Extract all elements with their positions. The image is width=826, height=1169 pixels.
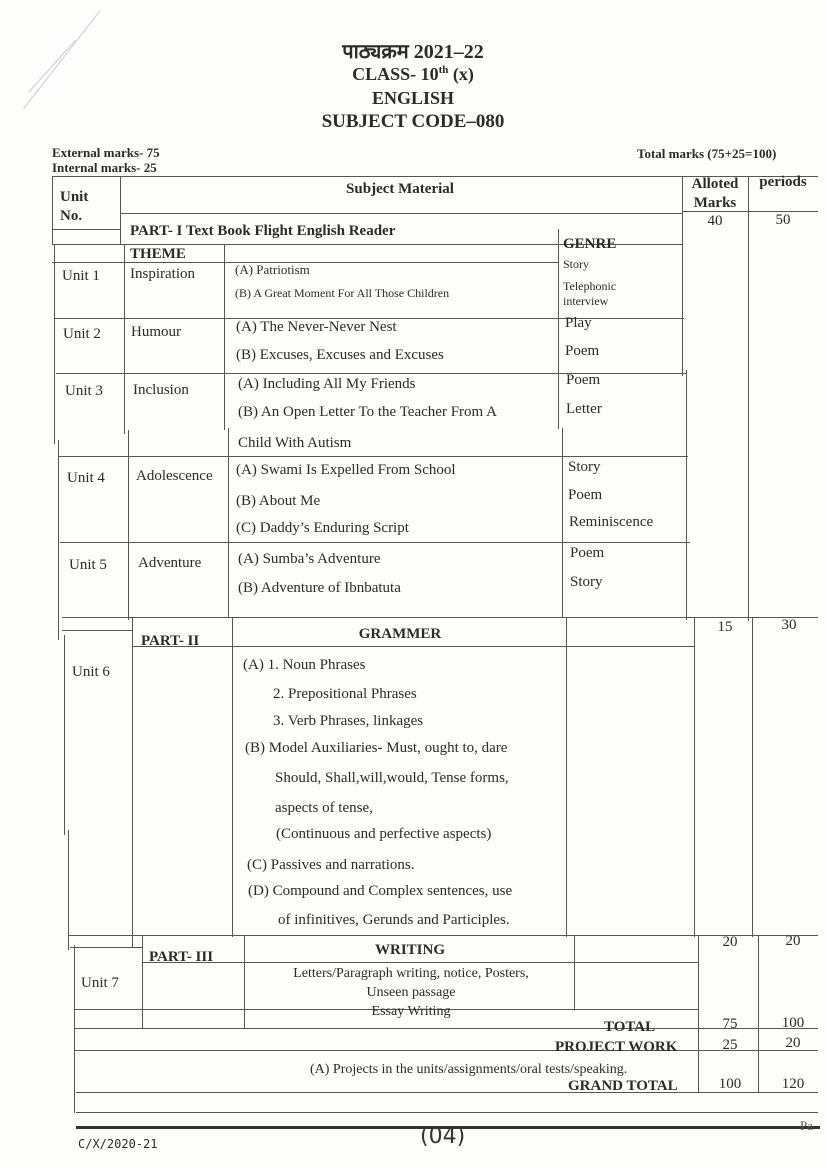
grammar-line: (A) 1. Noun Phrases bbox=[243, 657, 366, 673]
table-rule bbox=[120, 176, 121, 245]
part3-periods: 20 bbox=[785, 933, 801, 949]
unit-item: (B) A Great Moment For All Those Children bbox=[235, 286, 450, 300]
table-rule bbox=[52, 176, 53, 245]
subject-title: ENGLISH bbox=[371, 88, 455, 108]
unit-genre: Poem bbox=[570, 545, 605, 561]
class-title bbox=[0, 64, 826, 85]
table-rule bbox=[124, 244, 125, 434]
writing-line: Essay Writing bbox=[371, 1004, 451, 1019]
grammar-line: (Continuous and perfective aspects) bbox=[276, 826, 492, 842]
unit-item: (B) About Me bbox=[236, 493, 321, 509]
part1-periods: 50 bbox=[775, 212, 791, 228]
writing-line: Unseen passage bbox=[366, 985, 456, 1000]
unit-genre: Telephonic interview bbox=[563, 279, 617, 308]
table-rule bbox=[694, 617, 695, 937]
project-marks-value: 25 bbox=[722, 1037, 738, 1053]
unit-genre: Poem bbox=[565, 343, 600, 359]
unit-item: (A) Including All My Friends bbox=[238, 376, 416, 392]
part3-label: PART- III bbox=[149, 949, 214, 965]
grammar-line: (C) Passives and narrations. bbox=[247, 857, 415, 873]
part1-marks: 40 bbox=[707, 213, 723, 229]
footer-code: C/X/2020-21 bbox=[78, 1137, 158, 1151]
table-rule bbox=[558, 229, 559, 429]
unit-theme: Humour bbox=[131, 324, 181, 340]
table-rule bbox=[68, 830, 69, 950]
table-rule bbox=[132, 646, 694, 647]
total-label: TOTAL bbox=[604, 1019, 656, 1035]
table-rule bbox=[566, 617, 567, 937]
table-rule bbox=[60, 542, 690, 543]
table-rule bbox=[52, 229, 120, 230]
table-rule bbox=[64, 635, 65, 835]
table-rule bbox=[748, 176, 749, 621]
grammar-line: of infinitives, Gerunds and Participles. bbox=[278, 912, 510, 928]
table-rule bbox=[74, 945, 75, 1113]
grand-total-periods: 120 bbox=[781, 1076, 805, 1092]
class-suffix: (x) bbox=[452, 64, 474, 84]
unit-genre: Letter bbox=[566, 401, 602, 417]
unit-theme: Inclusion bbox=[133, 382, 189, 398]
writing-line: Letters/Paragraph writing, notice, Posters, bbox=[293, 966, 529, 981]
unit-label: Unit 4 bbox=[67, 470, 105, 486]
part3-marks: 20 bbox=[722, 934, 738, 950]
table-rule bbox=[752, 617, 753, 937]
syllabus-year: पाठ्यक्रम 2021–22 bbox=[342, 41, 484, 63]
unit-genre: Story bbox=[568, 459, 601, 475]
part2-label: PART- II bbox=[141, 633, 200, 649]
unit-label: Unit 1 bbox=[62, 268, 100, 284]
theme-header: THEME bbox=[130, 246, 186, 262]
table-rule bbox=[132, 617, 133, 947]
unit-item: (B) An Open Letter To the Teacher From A bbox=[238, 404, 497, 420]
grammar-line: Should, Shall,will,would, Tense forms, bbox=[275, 770, 509, 786]
part2-marks: 15 bbox=[717, 619, 733, 635]
unit-genre: Poem bbox=[566, 372, 601, 388]
grammar-line: (D) Compound and Complex sentences, use bbox=[248, 883, 513, 899]
unit-genre: Play bbox=[565, 315, 592, 331]
grammar-line: (B) Model Auxiliaries- Must, ought to, dare bbox=[245, 740, 508, 756]
table-rule bbox=[244, 935, 245, 1029]
table-rule bbox=[224, 244, 225, 430]
table-rule bbox=[682, 176, 683, 376]
subject-code: SUBJECT CODE–080 bbox=[321, 111, 505, 132]
table-rule bbox=[120, 213, 682, 214]
internal-marks: Internal marks- 25 bbox=[52, 160, 157, 175]
unit-item: Child With Autism bbox=[238, 435, 352, 451]
project-description: (A) Projects in the units/assignments/oral tests/speaking. bbox=[310, 1062, 628, 1077]
total-marks: Total marks (75+25=100) bbox=[637, 146, 777, 161]
unit-label: Unit 5 bbox=[69, 557, 107, 573]
unit-item: (B) Adventure of Ibnbatuta bbox=[238, 580, 401, 596]
grand-total-marks: 100 bbox=[718, 1076, 742, 1092]
genre-header: GENRE bbox=[563, 236, 617, 252]
table-rule bbox=[232, 617, 233, 937]
unit-item: (A) Sumba’s Adventure bbox=[238, 551, 381, 567]
unit-label: Unit 2 bbox=[63, 326, 101, 342]
unit-label: Unit 7 bbox=[81, 975, 119, 991]
project-periods-value: 20 bbox=[785, 1035, 801, 1051]
table-rule bbox=[698, 935, 699, 1093]
table-rule bbox=[686, 370, 687, 620]
col-periods: periods bbox=[759, 174, 807, 190]
part2-title: GRAMMER bbox=[358, 626, 442, 642]
col-unit-no: Unit No. bbox=[60, 189, 89, 224]
unit-genre: Poem bbox=[568, 487, 603, 503]
unit-theme: Adventure bbox=[138, 555, 202, 571]
grammar-line: 2. Prepositional Phrases bbox=[273, 686, 417, 702]
unit-theme: Inspiration bbox=[130, 266, 195, 282]
unit-item: (A) Patriotism bbox=[235, 262, 310, 277]
table-rule bbox=[76, 1112, 818, 1113]
table-rule bbox=[54, 244, 55, 444]
unit-item: (A) Swami Is Expelled From School bbox=[236, 462, 456, 478]
table-rule bbox=[58, 440, 59, 640]
unit-item: (B) Excuses, Excuses and Excuses bbox=[236, 347, 444, 363]
part1-title: PART- I Text Book Flight English Reader bbox=[130, 223, 396, 239]
unit-genre: Story bbox=[563, 257, 590, 271]
table-rule bbox=[62, 617, 818, 618]
page-number: (04) bbox=[420, 1124, 466, 1149]
table-rule bbox=[128, 430, 129, 620]
table-rule bbox=[228, 428, 229, 618]
table-rule bbox=[142, 962, 698, 963]
total-periods-value: 100 bbox=[781, 1015, 805, 1031]
unit-genre: Story bbox=[570, 574, 603, 590]
col-alloted-marks: Alloted Marks bbox=[691, 176, 739, 211]
unit-label: Unit 6 bbox=[72, 664, 110, 680]
part3-title: WRITING bbox=[374, 942, 445, 958]
unit-item: (C) Daddy’s Enduring Script bbox=[236, 520, 409, 536]
grammar-line: aspects of tense, bbox=[275, 800, 373, 816]
grand-total-label: GRAND TOTAL bbox=[568, 1078, 678, 1094]
project-work-label: PROJECT WORK bbox=[555, 1039, 678, 1055]
class-label: CLASS- 10 bbox=[352, 64, 439, 84]
grammar-line: 3. Verb Phrases, linkages bbox=[273, 713, 424, 729]
external-marks: External marks- 75 bbox=[52, 145, 160, 160]
table-rule bbox=[758, 935, 759, 1093]
unit-genre: Reminiscence bbox=[569, 514, 654, 530]
table-rule bbox=[142, 935, 143, 1029]
col-subject-material: Subject Material bbox=[346, 181, 454, 197]
table-rule bbox=[62, 630, 132, 631]
table-rule bbox=[70, 947, 142, 948]
unit-label: Unit 3 bbox=[65, 383, 103, 399]
class-sup: th bbox=[438, 64, 449, 76]
page-corner-label: Pa bbox=[800, 1118, 813, 1133]
unit-item: (A) The Never-Never Nest bbox=[236, 319, 397, 335]
table-rule bbox=[58, 456, 688, 457]
part2-periods: 30 bbox=[781, 617, 797, 633]
table-rule bbox=[562, 428, 563, 618]
unit-theme: Adolescence bbox=[136, 468, 213, 484]
total-marks-value: 75 bbox=[722, 1016, 738, 1032]
